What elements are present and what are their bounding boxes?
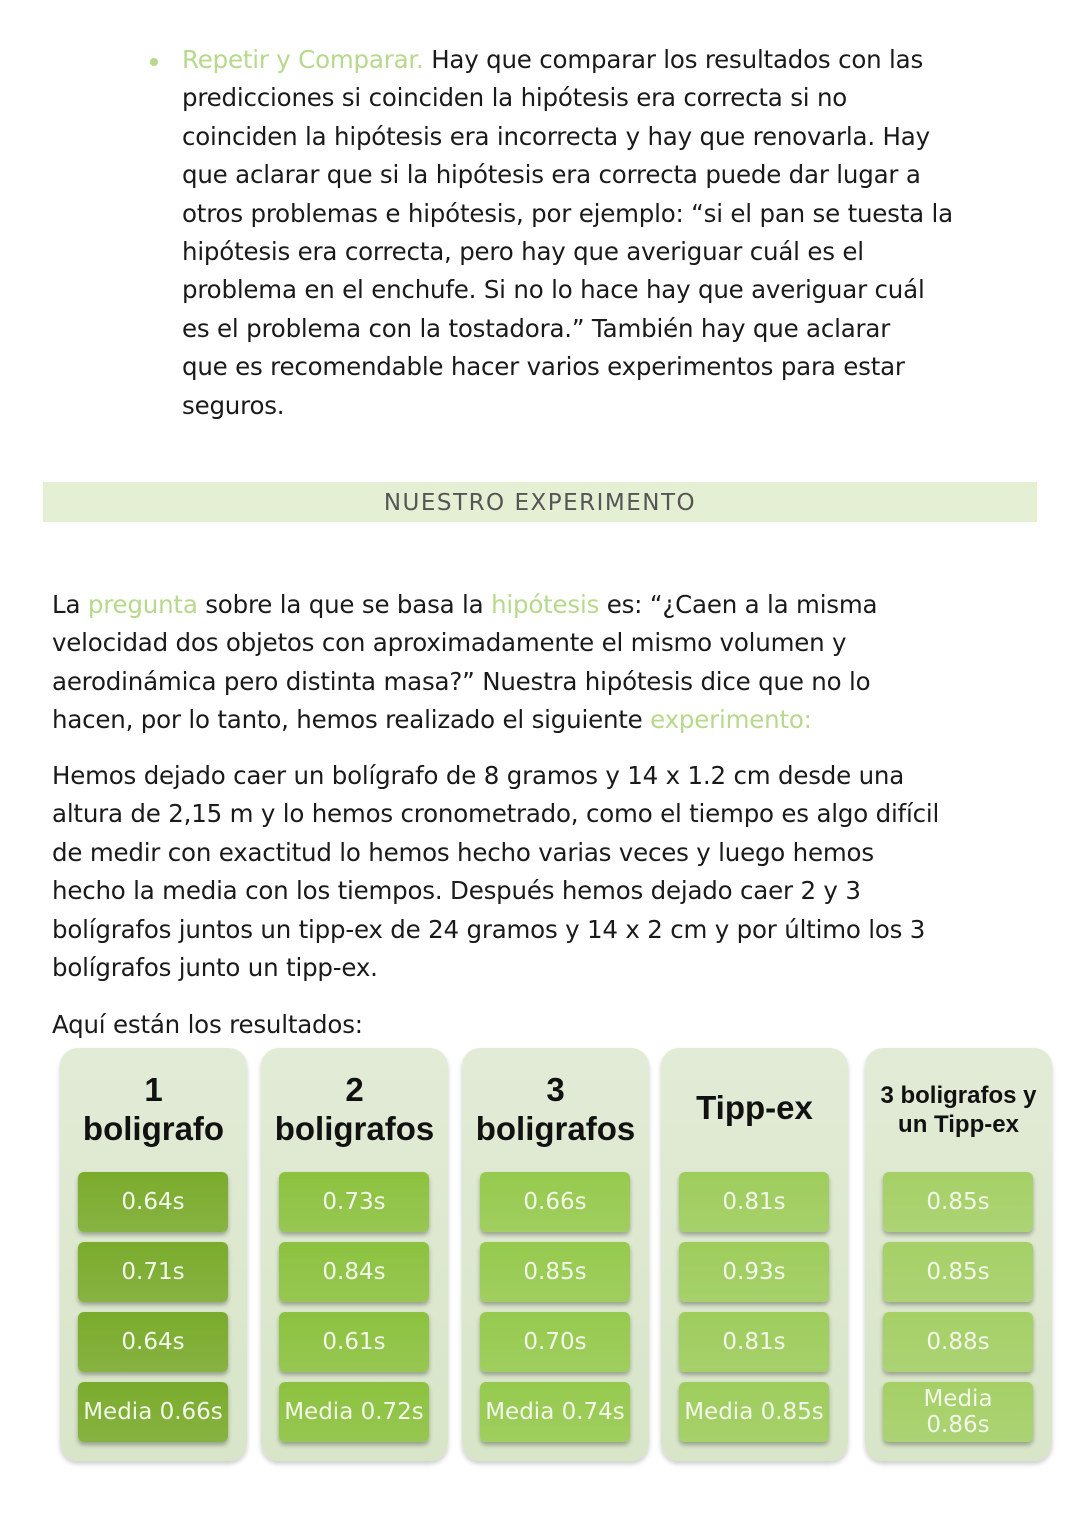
results-column [60,1048,247,1461]
method-paragraph [52,757,939,987]
text-line [182,195,953,233]
text-line [52,949,939,987]
text-segment: coinciden la hipótesis era incorrecta y hay que renovarla. Hay [182,121,930,151]
text-segment: aerodinámica pero distinta masa?” Nuestra hipótesis dice que no lo [52,666,871,696]
bullet-icon [150,58,158,66]
text-line [182,387,953,425]
text-segment: seguros. [182,390,285,420]
time-cell: 0.61s [279,1312,429,1372]
text-line [52,663,877,701]
text-segment: Hay que comparar los resultados con las [423,45,924,74]
text-line [52,911,939,949]
time-cell: 0.66s [480,1172,630,1232]
text-segment: problema en el enchufe. Si no lo hace hay que averiguar cuál [182,275,925,305]
section-heading: NUESTRO EXPERIMENTO [383,490,697,516]
time-cell: 0.85s [883,1242,1033,1302]
highlighted-term: experimento: [650,705,812,735]
text-line [182,310,953,348]
text-segment: otros problemas e hipótesis, por ejemplo: “si el pan se tuesta la [182,198,953,228]
text-segment: sobre la que se basa la [197,590,492,619]
text-segment: de medir con exactitud lo hemos hecho varias veces y luego hemos [52,837,874,867]
text-segment: predicciones si coinciden la hipótesis era correcta si no [182,83,848,113]
text-segment: que es recomendable hacer varios experimentos para estar [182,352,905,382]
text-line [182,348,953,386]
column-title: 3 boligrafos y un Tipp-ex [880,1082,1037,1138]
text-segment: hacen, por lo tanto, hemos realizado el siguiente [52,705,651,735]
column-title: Tipp-ex [696,1089,813,1126]
time-cell: 0.81s [679,1312,829,1372]
time-cell: 0.64s [78,1312,228,1372]
time-cell: 0.88s [883,1312,1033,1372]
text-segment: La [52,590,88,619]
text-segment: altura de 2,15 m y lo hemos cronometrado, como el tiempo es algo difícil [52,799,940,829]
time-cell: 0.70s [480,1312,630,1372]
text-segment: hecho la media con los tiempos. Después hemos dejado caer 2 y 3 [52,876,861,906]
text-segment: Hemos dejado caer un bolígrafo de 8 gramos y 14 x 1.2 cm desde una [52,761,905,790]
text-line [52,757,939,795]
text-segment: bolígrafos junto un tipp-ex. [52,953,378,983]
time-cell: 0.85s [883,1172,1033,1232]
time-cell: 0.81s [679,1172,829,1232]
results-intro: Aquí están los resultados: [52,1010,363,1039]
text-line [182,118,953,156]
column-title: 1 boligrafo [82,1071,225,1147]
text-line [52,586,877,624]
average-cell: Media 0.72s [279,1382,429,1442]
text-segment: es: “¿Caen a la misma [599,590,878,619]
section-heading-band [43,482,1037,522]
text-segment: que aclarar que si la hipótesis era correcta puede dar lugar a [182,160,921,190]
text-line [182,271,953,309]
time-cell: 0.84s [279,1242,429,1302]
text-segment: bolígrafos juntos un tipp-ex de 24 gramos y 14 x 2 cm y por último los 3 [52,914,926,944]
time-cell: 0.85s [480,1242,630,1302]
time-cell: 0.73s [279,1172,429,1232]
question-paragraph [52,586,877,740]
text-line [182,41,953,79]
text-line [182,79,953,117]
results-column [462,1048,649,1461]
column-title: 3 boligrafos [475,1071,636,1147]
bullet-paragraph [182,41,953,425]
time-cell: 0.64s [78,1172,228,1232]
average-cell: Media 0.86s [883,1382,1033,1442]
results-column [661,1048,848,1461]
highlighted-term: Repetir y Comparar. [182,45,424,74]
highlighted-term: hipótesis [491,590,600,619]
text-segment: hipótesis era correcta, pero hay que averiguar cuál es el [182,237,864,267]
text-segment: es el problema con la tostadora.” También hay que aclarar [182,313,891,343]
average-cell: Media 0.66s [78,1382,228,1442]
text-line [52,701,877,739]
text-line [52,795,939,833]
text-segment: velocidad dos objetos con aproximadamente el mismo volumen y [52,628,847,658]
time-cell: 0.71s [78,1242,228,1302]
average-cell: Media 0.85s [679,1382,829,1442]
text-line [52,834,939,872]
text-line [52,624,877,662]
results-column [865,1048,1052,1461]
average-cell: Media 0.74s [480,1382,630,1442]
results-column [261,1048,448,1461]
text-line [182,233,953,271]
text-line [182,156,953,194]
highlighted-term: pregunta [87,590,198,619]
text-line [52,872,939,910]
column-title: 2 boligrafos [274,1071,435,1147]
time-cell: 0.93s [679,1242,829,1302]
